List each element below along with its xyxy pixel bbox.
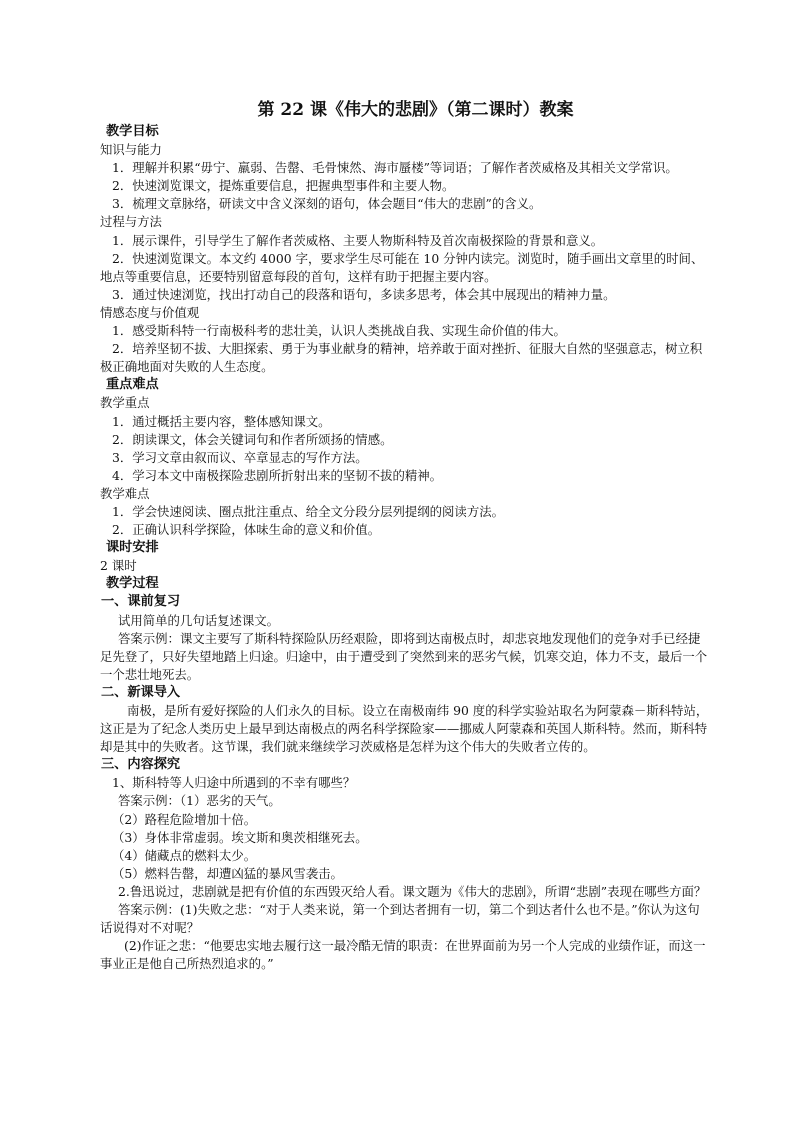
- paragraph: 答案示例：课文主要写了斯科特探险队历经艰险，即将到达南极点时，却悲哀地发现他们的竞争对手已经捷足先登了，只好失望地踏上归途。归途中，由于遭受到了突然到来的恶劣气候，饥寒交迫，体力不支，最后一个一个悲壮地死去。: [100, 630, 708, 682]
- paragraph: 2．快速浏览课文，提炼重要信息，把握典型事件和主要人物。: [112, 178, 455, 194]
- paragraph: 答案示例：（1）恶劣的天气。: [118, 793, 281, 809]
- section-heading-process: 教学过程: [106, 576, 159, 592]
- page-title: 第 22 课《伟大的悲剧》（第二课时）教案: [257, 100, 574, 120]
- paragraph: 1．感受斯科特一行南极科考的悲壮美，认识人类挑战自我、实现生命价值的伟大。: [112, 323, 566, 339]
- section-heading-objectives: 教学目标: [106, 124, 159, 139]
- paragraph: 1．展示课件，引导学生了解作者茨威格、主要人物斯科特及首次南极探险的背景和意义。: [112, 232, 604, 248]
- paragraph: 2．快速浏览课文。本文约 4000 字，要求学生尽可能在 10 分钟内读完。浏览时，随手画出文章里的时间、地点等重要信息，还要特别留意每段的首句，这样有助于把握主要内容。: [100, 250, 704, 284]
- paragraph: 3．梳理文章脉络，研读文中含义深刻的语句，体会题目“伟大的悲剧”的含义。: [112, 196, 542, 212]
- section-heading-key-points: 重点难点: [106, 377, 159, 393]
- paragraph: 试用简单的几句话复述课文。: [118, 612, 280, 628]
- subheading-difficulty: 教学难点: [100, 485, 150, 501]
- paragraph: 南极，是所有爱好探险的人们永久的目标。设立在南极南纬 90 度的科学实验站取名为阿蒙森－斯科特站，这正是为了纪念人类历史上最早到达南极点的两名科学探险家——挪威人阿蒙森和英国人斯科特。然而，斯科特却是其中的失败者。这节课，我们就来继续学习茨威格是怎样为这个伟大的失败者立传的。: [100, 703, 709, 755]
- paragraph: （5）燃料告罄，却遭凶猛的暴风雪袭击。: [112, 865, 343, 881]
- paragraph: 2.鲁迅说过，悲剧就是把有价值的东西毁灭给人看。课文题为《伟大的悲剧》，所谓“悲剧”表现在哪些方面？: [118, 883, 707, 899]
- paragraph: 1．学会快速阅读、圈点批注重点、给全文分段分层列提纲的阅读方法。: [112, 503, 504, 519]
- paragraph: 1．通过概括主要内容，整体感知课文。: [112, 413, 331, 429]
- paragraph: 答案示例：(1)失败之悲：“对于人类来说，第一个到达者拥有一切，第二个到达者什么也不是。”你认为这句话说得对不对呢？: [100, 902, 700, 936]
- section-heading-schedule: 课时安排: [106, 540, 159, 556]
- paragraph: （3）身体非常虚弱。埃文斯和奥茨相继死去。: [112, 829, 368, 845]
- paragraph: （2）路程危险增加十倍。: [112, 811, 257, 827]
- subheading-focus: 教学重点: [100, 395, 150, 411]
- paragraph: （4）储藏点的燃料太少。: [112, 847, 257, 863]
- paragraph: 3．通过快速浏览，找出打动自己的段落和语句，多读多思考，体会其中展现出的精神力量。: [112, 286, 616, 302]
- paragraph: 4．学习本文中南极探险悲剧所折射出来的坚韧不拔的精神。: [112, 467, 443, 483]
- paragraph: 1．理解并积累“毋宁、羸弱、告罄、毛骨悚然、海市蜃楼”等词语；了解作者茨威格及其相关文学常识。: [112, 160, 678, 176]
- subsection-heading-inquiry: 三、内容探究: [101, 757, 181, 773]
- paragraph: 3．学习文章由叙而议、卒章显志的写作方法。: [112, 449, 368, 465]
- subsection-heading-review: 一、课前复习: [101, 594, 181, 610]
- paragraph: 2．培养坚韧不拔、大胆探索、勇于为事业献身的精神，培养敢于面对挫折、征服大自然的坚强意志，树立积极正确地面对失败的人生态度。: [100, 341, 703, 375]
- subheading-process: 过程与方法: [100, 214, 162, 230]
- paragraph: 2．朗读课文，体会关键词句和作者所颂扬的情感。: [112, 431, 393, 447]
- paragraph: 2．正确认识科学探险，体味生命的意义和价值。: [112, 522, 381, 538]
- paragraph: (2)作证之悲：“他要忠实地去履行这一最冷酷无情的职责：在世界面前为另一个人完成的业绩作证，而这一事业正是他自己所热烈追求的。”: [100, 938, 706, 972]
- subsection-heading-intro: 二、新课导入: [101, 684, 181, 700]
- subheading-knowledge: 知识与能力: [100, 142, 162, 158]
- paragraph: 1、斯科特等人归途中所遇到的不幸有哪些？: [112, 775, 356, 791]
- paragraph: 2 课时: [100, 558, 137, 574]
- subheading-attitude: 情感态度与价值观: [100, 304, 200, 320]
